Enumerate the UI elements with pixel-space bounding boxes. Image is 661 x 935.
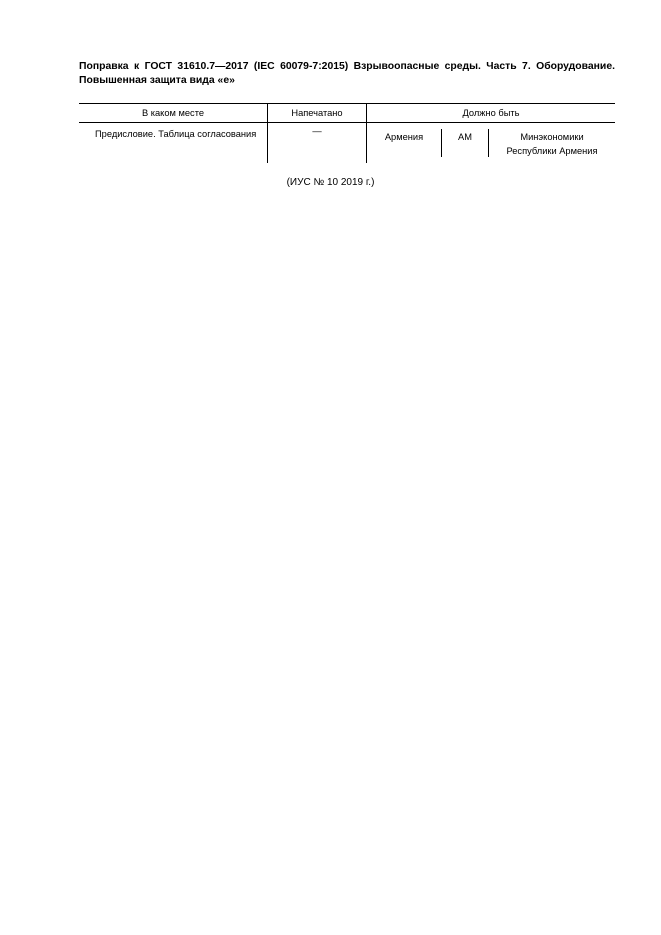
header-place: В каком месте xyxy=(79,104,268,123)
header-printed: Напечатано xyxy=(268,104,367,123)
cell-should-be xyxy=(367,123,616,164)
authority-line-1: Минэкономики xyxy=(520,132,584,142)
should-be-group xyxy=(367,129,615,157)
authority-line-2: Республики Армения xyxy=(506,146,598,156)
place-text: Предисловие. Таблица согласования xyxy=(95,129,257,139)
cell-place xyxy=(79,123,268,164)
table-header-row xyxy=(79,104,615,123)
country-code: AM xyxy=(442,129,489,157)
authority-name xyxy=(489,129,615,157)
correction-table xyxy=(79,103,615,163)
source-note: (ИУС № 10 2019 г.) xyxy=(286,177,375,188)
cell-printed xyxy=(268,123,367,164)
table-row xyxy=(79,123,615,164)
printed-text: — xyxy=(312,126,322,136)
country-name: Армения xyxy=(367,129,442,157)
document-title: Поправка к ГОСТ 31610.7—2017 (IEC 60079-7:2015) Взрывоопасные среды. Часть 7. Оборудование. Повышенная защита вида «е» xyxy=(79,61,615,86)
header-should-be: Должно быть xyxy=(367,104,616,123)
